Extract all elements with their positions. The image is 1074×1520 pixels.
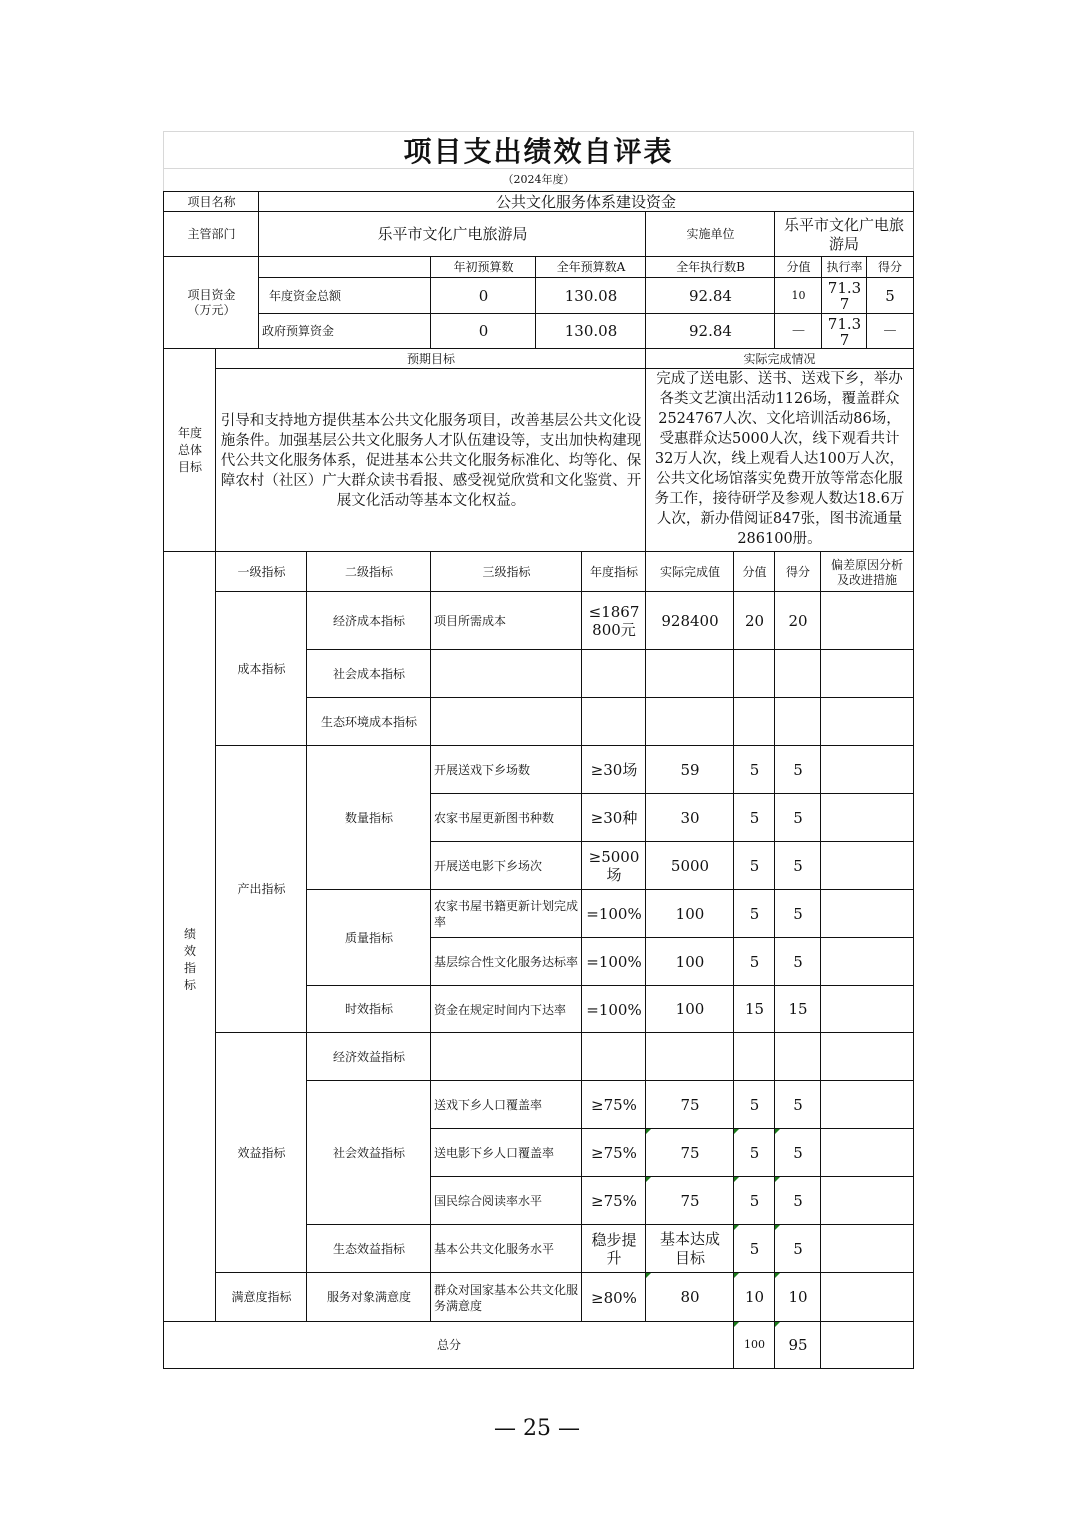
cell-comment-marker [646,1177,651,1182]
level3-indicator: 开展送电影下乡场次 [430,841,582,890]
weight-value: 5 [733,1176,775,1225]
dept-value: 乐平市文化广电旅游局 [258,211,646,257]
weight-value: 5 [733,841,775,890]
annual-target [581,1032,646,1081]
header-actual: 实际完成值 [645,551,734,593]
deviation-note [820,1032,914,1081]
score-value: 5 [774,1128,821,1177]
year-label: （2024年度） [502,173,575,187]
cell-comment-marker [646,1273,651,1278]
header-target: 年度指标 [581,551,646,593]
level2-indicator: 社会效益指标 [306,1080,431,1225]
score-value: 15 [774,985,821,1033]
page-title: 项目支出绩效自评表 [403,134,674,168]
funds-header-budget-a: 全年预算数A [535,256,646,278]
annual-target: ≥30种 [581,793,646,842]
dept-label: 主管部门 [163,211,259,257]
level3-indicator [430,649,582,698]
weight-value: 5 [733,1224,775,1273]
level2-indicator: 质量指标 [306,889,431,986]
score-value: 5 [774,841,821,890]
deviation-note [820,1128,914,1177]
header-note: 偏差原因分析及改进措施 [820,551,914,593]
impl-value: 乐平市文化广电旅游局 [774,211,914,257]
cell-comment-marker [734,1322,739,1327]
total-weight: 100 [733,1321,775,1369]
level1-indicator: 成本指标 [215,591,307,746]
level2-indicator: 经济成本指标 [306,591,431,650]
goals-expected-header: 预期目标 [215,348,646,369]
level2-indicator: 数量指标 [306,745,431,890]
annual-target: ≥75% [581,1176,646,1225]
fund-row-weight: — [774,313,822,349]
annual-target: ≥5000场 [581,841,646,890]
score-value: 5 [774,745,821,794]
cell-comment-marker [646,1129,651,1134]
deviation-note [820,697,914,746]
weight-value: 5 [733,745,775,794]
fund-row-initial: 0 [430,277,536,314]
total-score: 95 [774,1321,821,1369]
fund-row-initial: 0 [430,313,536,349]
deviation-note [820,649,914,698]
fund-row-exec-b: 92.84 [645,313,775,349]
weight-value: 5 [733,1128,775,1177]
project-name: 公共文化服务体系建设资金 [258,191,914,212]
deviation-note [820,1224,914,1273]
level1-indicator: 满意度指标 [215,1272,307,1322]
annual-target: =100% [581,937,646,986]
deviation-note [820,1080,914,1129]
fund-row-rate: 71.37 [821,313,867,349]
weight-value: 10 [733,1272,775,1322]
level3-indicator: 基层综合性文化服务达标率 [430,937,582,986]
score-value: 5 [774,937,821,986]
cell-comment-marker [734,1177,739,1182]
goals-label-text: 年度总体目标 [177,426,202,474]
deviation-note [820,889,914,938]
indicators-label [163,551,216,1369]
goals-expected-text: 引导和支持地方提供基本公共文化服务项目，改善基层公共文化设施条件。加强基层公共文化服务人才队伍建设等，支出加快构建现代公共文化服务体系，促进基本公共文化服务标准化、均等化、保障农村（社区）广大群众读书看报、感受视觉欣赏和文化鉴赏、开展文化活动等基本文化权益。 [215,368,646,552]
fund-row-name: 年度资金总额 [258,277,431,314]
header-score: 得分 [774,551,821,593]
actual-value: 59 [645,745,734,794]
level3-indicator: 送电影下乡人口覆盖率 [430,1128,582,1177]
weight-value: 20 [733,591,775,650]
page-number: — 25 — [494,1416,580,1442]
annual-target: ≥80% [581,1272,646,1322]
cell-comment-marker [775,1225,780,1230]
goals-label [163,348,216,552]
annual-target [581,649,646,698]
score-value: 10 [774,1272,821,1322]
level3-indicator: 资金在规定时间内下达率 [430,985,582,1033]
actual-value: 100 [645,985,734,1033]
actual-value [645,697,734,746]
score-value: 5 [774,889,821,938]
weight-value [733,649,775,698]
deviation-note [820,591,914,650]
actual-value: 75 [645,1128,734,1177]
level2-indicator: 生态效益指标 [306,1224,431,1273]
funds-header-initial: 年初预算数 [430,256,536,278]
level3-indicator [430,697,582,746]
level3-indicator: 农家书屋更新图书种数 [430,793,582,842]
actual-value: 基本达成目标 [645,1224,734,1273]
actual-value: 928400 [645,591,734,650]
actual-value [645,649,734,698]
fund-row-weight: 10 [774,277,822,314]
weight-value [733,697,775,746]
fund-row-budget-a: 130.08 [535,313,646,349]
fund-row-exec-b: 92.84 [645,277,775,314]
cell-comment-marker [775,1273,780,1278]
actual-value: 5000 [645,841,734,890]
level3-indicator: 群众对国家基本公共文化服务满意度 [430,1272,582,1322]
fund-row-score: 5 [866,277,914,314]
level3-indicator: 送戏下乡人口覆盖率 [430,1080,582,1129]
deviation-note [820,1176,914,1225]
deviation-note [820,1272,914,1322]
actual-value: 30 [645,793,734,842]
score-value: 5 [774,1224,821,1273]
goals-actual-header: 实际完成情况 [645,348,914,369]
funds-label-text: 项目资金（万元） [187,288,236,317]
actual-value: 100 [645,937,734,986]
funds-label [163,256,259,349]
cell-comment-marker [775,1129,780,1134]
impl-label: 实施单位 [645,211,775,257]
level3-indicator: 农家书屋书籍更新计划完成率 [430,889,582,938]
score-value: 5 [774,793,821,842]
level1-indicator: 产出指标 [215,745,307,1033]
score-value: 5 [774,1176,821,1225]
level1-indicator: 效益指标 [215,1032,307,1273]
funds-header-rate: 执行率 [821,256,867,278]
indicators-label-text: 绩效指标 [183,927,196,992]
level3-indicator: 基本公共文化服务水平 [430,1224,582,1273]
actual-value: 75 [645,1080,734,1129]
funds-header-exec-b: 全年执行数B [645,256,775,278]
weight-value [733,1032,775,1081]
cell-comment-marker [734,1273,739,1278]
weight-value: 5 [733,889,775,938]
score-value [774,697,821,746]
cell-comment-marker [775,1177,780,1182]
annual-target: ≤1867800元 [581,591,646,650]
header-level2: 二级指标 [306,551,431,593]
actual-value: 80 [645,1272,734,1322]
cell-comment-marker [734,1129,739,1134]
fund-row-score: — [866,313,914,349]
cell-comment-marker [734,1225,739,1230]
project-name-label: 项目名称 [163,191,259,212]
total-label: 总分 [163,1321,734,1369]
annual-target [581,697,646,746]
score-value [774,1032,821,1081]
cell-comment-marker [775,1322,780,1327]
deviation-note [820,985,914,1033]
level3-indicator: 项目所需成本 [430,591,582,650]
header-level3: 三级指标 [430,551,582,593]
level3-indicator: 国民综合阅读率水平 [430,1176,582,1225]
level2-indicator: 经济效益指标 [306,1032,431,1081]
weight-value: 5 [733,1080,775,1129]
funds-header-weight: 分值 [774,256,822,278]
level2-indicator: 生态环境成本指标 [306,697,431,746]
annual-target: ≥75% [581,1128,646,1177]
actual-value: 75 [645,1176,734,1225]
level2-indicator: 时效指标 [306,985,431,1033]
fund-row-rate: 71.37 [821,277,867,314]
annual-target: ≥75% [581,1080,646,1129]
deviation-note [820,793,914,842]
fund-row-budget-a: 130.08 [535,277,646,314]
actual-value: 100 [645,889,734,938]
fund-row-name: 政府预算资金 [258,313,431,349]
annual-target: =100% [581,985,646,1033]
score-value: 5 [774,1080,821,1129]
funds-header-blank [258,256,431,278]
weight-value: 5 [733,937,775,986]
header-weight: 分值 [733,551,775,593]
funds-header-score: 得分 [866,256,914,278]
score-value [774,649,821,698]
actual-value [645,1032,734,1081]
weight-value: 15 [733,985,775,1033]
annual-target: ≥30场 [581,745,646,794]
weight-value: 5 [733,793,775,842]
deviation-note [820,745,914,794]
total-note [820,1321,914,1369]
annual-target: =100% [581,889,646,938]
level2-indicator: 社会成本指标 [306,649,431,698]
deviation-note [820,841,914,890]
annual-target: 稳步提升 [581,1224,646,1273]
level3-indicator: 开展送戏下乡场数 [430,745,582,794]
score-value: 20 [774,591,821,650]
header-level1: 一级指标 [215,551,307,593]
level2-indicator: 服务对象满意度 [306,1272,431,1322]
level3-indicator [430,1032,582,1081]
goals-actual-text: 完成了送电影、送书、送戏下乡，举办各类文艺演出活动1126场，覆盖群众2524767人次、文化培训活动86场，受惠群众达5000人次，线下观看共计32万人次，线上观看人达100万人次，公共文化场馆落实免费开放等常态化服务工作，接待研学及参观人数达18.6万人次，新办借阅证847张，图书流通量286100册。 [645,368,914,552]
deviation-note [820,937,914,986]
